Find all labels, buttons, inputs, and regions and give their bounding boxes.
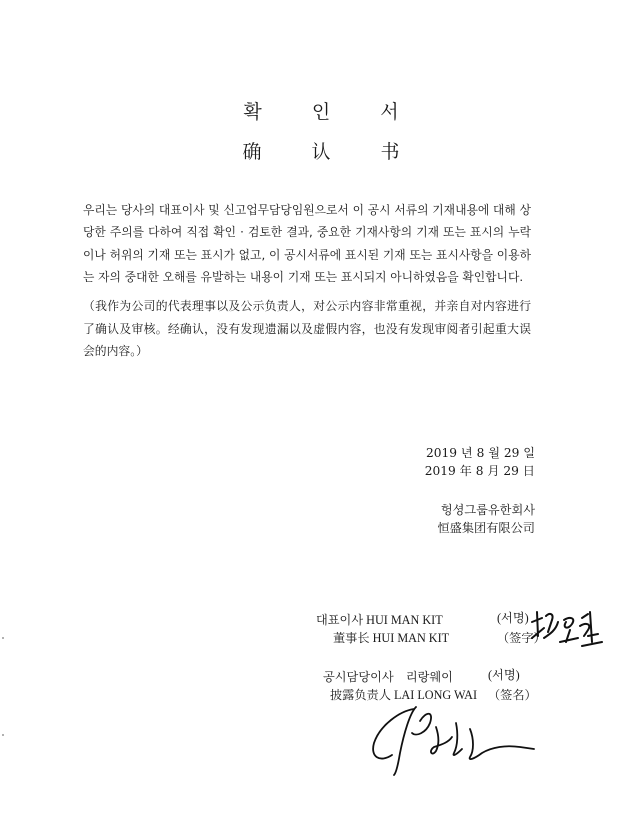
disclosure-line-korean — [323, 668, 520, 685]
signature-mark-chinese: （签字） — [497, 631, 546, 645]
representative-name-korean: 대표이사 HUI MAN KIT — [316, 613, 443, 627]
company-name-chinese: 恒盛集团有限公司 — [437, 521, 535, 535]
disclosure-signature-icon — [370, 703, 540, 783]
date-korean: 2019 년 8 월 29 일 — [426, 446, 535, 460]
document-title-korean: 확 인 서 — [243, 101, 421, 123]
scan-artifact-dot — [2, 734, 4, 736]
company-name-korean: 헝셩그룹유한회사 — [440, 503, 535, 517]
representative-line-chinese — [333, 629, 546, 646]
representative-signature-icon — [528, 608, 606, 654]
disclosure-line-chinese — [330, 686, 537, 703]
document-title-chinese: 确 认 书 — [242, 141, 422, 163]
representative-name-chinese: 董事长 HUI MAN KIT — [333, 631, 450, 645]
statement-chinese: （我作为公司的代表理事以及公示负责人，对公示内容非常重视，并亲自对内容进行了确认及审核。经确认，没有发现遗漏以及虚假内容，也没有发现审阅者引起重大误会的内容。） — [83, 299, 531, 358]
disclosure-name-chinese: 披露负责人 LAI LONG WAI — [330, 688, 478, 702]
disclosure-name-korean: 공시담당이사 리랑웨이 — [323, 670, 453, 684]
representative-line-korean — [316, 611, 529, 628]
date-chinese: 2019 年 8 月 29 日 — [424, 464, 535, 478]
scan-artifact-dot — [2, 637, 4, 639]
disclosure-mark-chinese: （签名） — [488, 688, 537, 702]
statement-korean: 우리는 당사의 대표이사 및 신고업무담당임원으로서 이 공시 서류의 기재내용에 대해 상당한 주의를 다하여 직접 확인 · 검토한 결과, 중요한 기재사항의 기재 또는 표시의 누락이나 허위의 기재 또는 표시가 없고, 이 공시서류에 표시된 기재 또는 표시사항을 이용하는 자의 중대한 오해를 유발하는 내용이 기재 또는 표시되지 아니하였음을 확인합니다. — [83, 203, 531, 285]
disclosure-mark-korean: (서명) — [488, 668, 520, 682]
signature-mark-korean: (서명) — [497, 611, 529, 625]
